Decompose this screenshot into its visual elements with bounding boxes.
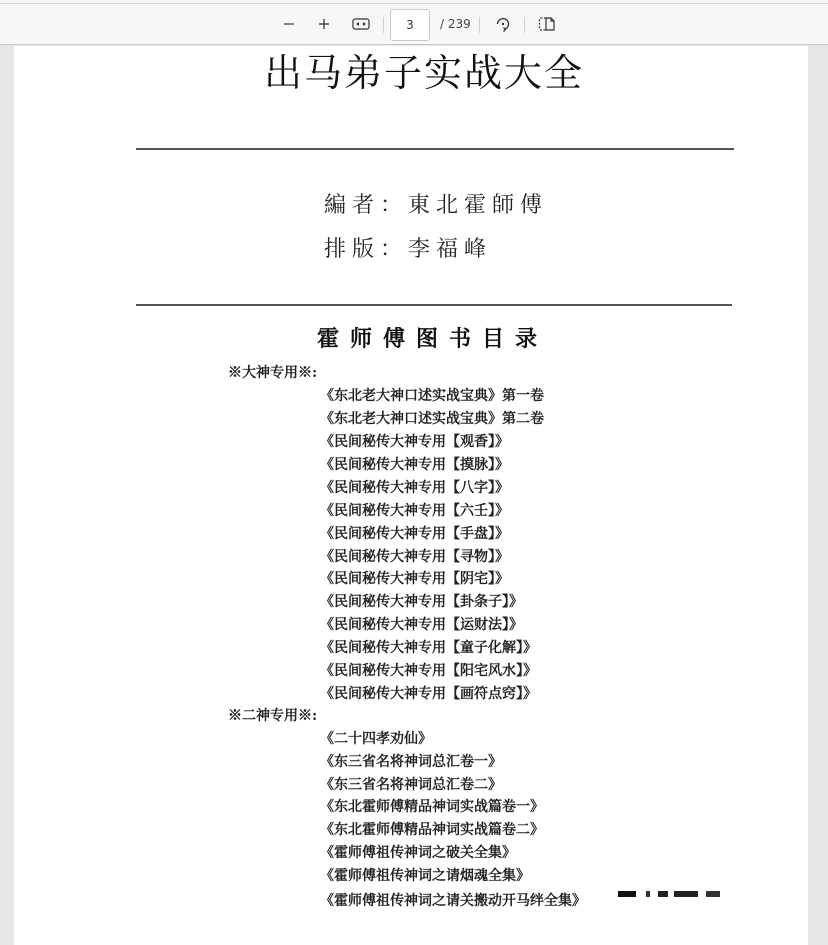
list-item: 《民间秘传大神专用【六壬】》 — [320, 503, 509, 519]
editor-credit: 編者：東北霍師傅 — [324, 193, 549, 218]
zoom-out-button[interactable] — [275, 10, 303, 38]
toolbar-separator — [524, 17, 525, 33]
list-item: 《民间秘传大神专用【摸脉】》 — [320, 457, 509, 473]
fit-width-button[interactable] — [347, 10, 375, 38]
list-item: 《民间秘传大神专用【手盘】》 — [320, 526, 509, 542]
document-title: 出马弟子实战大全 — [264, 51, 585, 95]
list-item: 《民间秘传大神专用【阳宅风水】》 — [320, 663, 537, 679]
list-item: 《东北老大神口述实战宝典》第二卷 — [320, 411, 544, 427]
two-page-view-icon — [538, 16, 556, 32]
horizontal-rule — [136, 304, 732, 306]
list-item: 《东北老大神口述实战宝典》第一卷 — [320, 388, 544, 404]
list-item: 《民间秘传大神专用【阴宅】》 — [320, 571, 509, 587]
list-item: 《民间秘传大神专用【八字】》 — [320, 480, 509, 496]
list-item: 《二十四孝劝仙》 — [320, 731, 432, 747]
rotate-icon — [494, 15, 512, 33]
fit-width-icon — [352, 17, 370, 31]
page-number-input[interactable] — [390, 9, 430, 41]
list-item: 《东三省名将神词总汇卷一》 — [320, 754, 502, 770]
list-item: 《东三省名将神词总汇卷二》 — [320, 777, 502, 793]
plus-icon — [317, 17, 331, 31]
list-item: 《霍师傅祖传神词之请关搬动开马绊全集》 — [320, 893, 586, 909]
list-item: 《民间秘传大神专用【观香】》 — [320, 434, 509, 450]
pdf-page — [14, 46, 808, 945]
rotate-button[interactable] — [489, 10, 517, 38]
list-item: 《东北霍师傅精品神词实战篇卷二》 — [320, 822, 544, 838]
page-view-button[interactable] — [533, 10, 561, 38]
section-heading: ※二神专用※: — [228, 708, 318, 724]
pdf-toolbar — [0, 4, 828, 45]
document-viewer[interactable] — [0, 46, 828, 945]
toolbar-separator — [479, 17, 480, 33]
minus-icon — [282, 17, 296, 31]
list-item: 《民间秘传大神专用【童子化解】》 — [320, 640, 537, 656]
list-item: 《霍师傅祖传神词之破关全集》 — [320, 845, 516, 861]
horizontal-rule — [136, 148, 734, 150]
section-heading: ※大神专用※: — [228, 365, 318, 381]
list-item: 《民间秘传大神专用【运财法】》 — [320, 617, 523, 633]
list-item: 《民间秘传大神专用【寻物】》 — [320, 549, 509, 565]
zoom-in-button[interactable] — [310, 10, 338, 38]
page-total: / 239 — [440, 17, 471, 31]
scan-artifact — [618, 891, 720, 897]
list-item: 《民间秘传大神专用【卦条子】》 — [320, 594, 523, 610]
list-item: 《霍师傅祖传神词之请烟魂全集》 — [320, 868, 530, 884]
toolbar-separator — [383, 17, 384, 33]
list-item: 《东北霍师傅精品神词实战篇卷一》 — [320, 799, 544, 815]
list-item: 《民间秘传大神专用【画符点窍】》 — [320, 686, 537, 702]
typesetter-credit: 排版：李福峰 — [324, 237, 493, 262]
toc-title: 霍师傅图书目录 — [317, 326, 549, 352]
